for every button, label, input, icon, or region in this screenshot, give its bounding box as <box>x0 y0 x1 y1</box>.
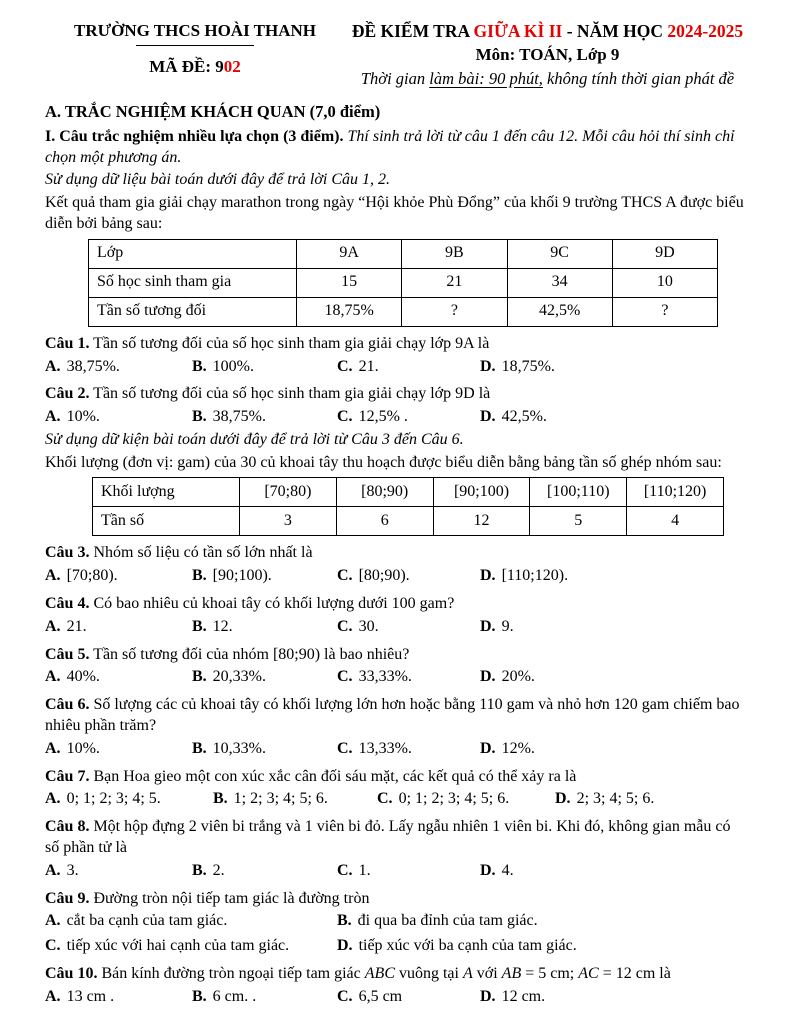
question-1-options <box>45 357 746 378</box>
question-5-option-b: B. 20,33%. <box>192 668 266 686</box>
question-4-number: Câu 4. <box>45 595 90 613</box>
table-cell: 9A <box>297 239 402 268</box>
question-10-option-c: C. 6,5 cm <box>337 987 403 1005</box>
table-cell: [70;80) <box>240 478 337 507</box>
question-6-options <box>45 739 746 760</box>
question-2-option-a: A. 10%. <box>45 408 100 426</box>
question-8-option-c: C. 1. <box>337 861 371 879</box>
question-7 <box>45 767 746 811</box>
header-right-block <box>345 20 746 89</box>
table-cell: 4 <box>627 507 724 536</box>
table-cell: [90;100) <box>433 478 530 507</box>
question-2-options <box>45 407 746 428</box>
table-cell: 9D <box>612 239 717 268</box>
question-8-number: Câu 8. <box>45 818 90 836</box>
question-5-text: Tần số tương đối của nhóm [80;90) là bao nhiêu? <box>89 645 410 663</box>
question-8-option-b: B. 2. <box>192 861 225 879</box>
question-4 <box>45 594 746 638</box>
question-3-text: Nhóm số liệu có tần số lớn nhất là <box>89 544 313 562</box>
table-cell: 6 <box>336 507 433 536</box>
question-6 <box>45 695 746 759</box>
question-5-number: Câu 5. <box>45 645 90 663</box>
table-cell: ? <box>612 297 717 326</box>
question-7-option-b: B. 1; 2; 3; 4; 5; 6. <box>213 790 328 808</box>
table-cell: 5 <box>530 507 627 536</box>
question-10-option-b: B. 6 cm. . <box>192 987 257 1005</box>
table-cell: 9B <box>402 239 507 268</box>
table-row <box>93 478 724 507</box>
question-7-option-a: A. 0; 1; 2; 3; 4; 5. <box>45 790 161 808</box>
question-9-option-a: A. cắt ba cạnh của tam giác. <box>45 912 228 930</box>
question-4-option-c: C. 30. <box>337 617 379 635</box>
question-3-stem <box>45 543 746 564</box>
question-3-options <box>45 566 746 587</box>
question-7-options <box>45 789 746 810</box>
question-2-option-b: B. 38,75%. <box>192 408 266 426</box>
question-8-text: Một hộp đựng 2 viên bi trắng và 1 viên bi đỏ. Lấy ngẫu nhiên 1 viên bi. Khi đó, không gian mẫu có số phần tử là <box>45 818 731 857</box>
question-9-number: Câu 9. <box>45 889 90 907</box>
table-cell: 18,75% <box>297 297 402 326</box>
question-1-option-b: B. 100%. <box>192 357 254 375</box>
question-9-option-d: D. tiếp xúc với ba cạnh của tam giác. <box>337 937 577 955</box>
question-7-option-d: D. 2; 3; 4; 5; 6. <box>555 790 655 808</box>
question-1 <box>45 334 746 378</box>
question-9-options <box>45 911 746 957</box>
exam-header <box>45 20 746 89</box>
question-1-option-d: D. 18,75%. <box>480 357 555 375</box>
question-2-option-c: C. 12,5% . <box>337 408 408 426</box>
data-intro-2: Khối lượng (đơn vị: gam) của 30 củ khoai tây thu hoạch được biểu diễn bằng bảng tần số ghép nhóm sau: <box>45 453 722 471</box>
school-name-underline <box>136 45 254 46</box>
table-row <box>89 268 718 297</box>
question-7-number: Câu 7. <box>45 767 90 785</box>
potato-weight-frequency-table <box>92 477 724 536</box>
exam-title: ĐỀ KIỂM TRA GIỮA KÌ II - NĂM HỌC 2024-2025 <box>351 21 744 41</box>
question-1-stem <box>45 334 746 355</box>
table-cell: Lớp <box>89 239 297 268</box>
table-cell: 34 <box>507 268 612 297</box>
question-7-text: Bạn Hoa gieo một con xúc xắc cân đối sáu mặt, các kết quả có thể xảy ra là <box>89 767 577 785</box>
question-6-option-a: A. 10%. <box>45 739 100 757</box>
data-intro-1: Kết quả tham gia giải chạy marathon trong ngày “Hội khỏe Phù Đổng” của khối 9 trường THCS A được biểu diễn bởi bảng sau: <box>45 194 744 232</box>
table-cell: Tần số <box>93 507 240 536</box>
table-cell: [80;90) <box>336 478 433 507</box>
table-cell: Tần số tương đối <box>89 297 297 326</box>
question-5-option-a: A. 40%. <box>45 668 100 686</box>
question-6-text: Số lượng các củ khoai tây có khối lượng lớn hơn hoặc bằng 110 gam và nhỏ hơn 120 gam chiếm bao nhiêu phần trăm? <box>45 696 740 735</box>
question-10-text: Bán kính đường tròn ngoại tiếp tam giác ABC vuông tại A với AB = 5 cm; AC = 12 cm là <box>97 965 671 983</box>
question-7-stem <box>45 767 746 788</box>
question-9-option-b: B. đi qua ba đỉnh của tam giác. <box>337 912 538 930</box>
exam-subject: Môn: TOÁN, Lớp 9 <box>475 44 620 64</box>
usage-note-2: Sử dụng dữ kiện bài toán dưới đây để trả lời từ Câu 3 đến Câu 6. <box>45 430 464 448</box>
question-10-option-d: D. 12 cm. <box>480 987 546 1005</box>
question-6-option-b: B. 10,33%. <box>192 739 266 757</box>
question-7-option-c: C. 0; 1; 2; 3; 4; 5; 6. <box>377 790 510 808</box>
header-left-block <box>45 20 345 89</box>
question-4-stem <box>45 594 746 615</box>
question-4-option-a: A. 21. <box>45 617 87 635</box>
table-cell: [100;110) <box>530 478 627 507</box>
table-cell: 10 <box>612 268 717 297</box>
question-10-options <box>45 987 746 1008</box>
section-a-heading: A. TRẮC NGHIỆM KHÁCH QUAN (7,0 điểm) <box>45 102 381 122</box>
question-8-option-d: D. 4. <box>480 861 514 879</box>
question-8-options <box>45 861 746 882</box>
question-3-option-a: A. [70;80). <box>45 567 118 585</box>
question-1-number: Câu 1. <box>45 334 90 352</box>
question-8-stem <box>45 817 746 859</box>
table-cell: Số học sinh tham gia <box>89 268 297 297</box>
question-3 <box>45 543 746 587</box>
table-cell: 9C <box>507 239 612 268</box>
table-row <box>89 297 718 326</box>
question-3-option-d: D. [110;120). <box>480 567 569 585</box>
question-3-option-b: B. [90;100). <box>192 567 272 585</box>
table-cell: ? <box>402 297 507 326</box>
question-9 <box>45 889 746 957</box>
question-5-option-d: D. 20%. <box>480 668 535 686</box>
question-9-stem <box>45 889 746 910</box>
question-10-option-a: A. 13 cm . <box>45 987 115 1005</box>
question-10-stem <box>45 964 746 985</box>
table-cell: 15 <box>297 268 402 297</box>
table-cell: 12 <box>433 507 530 536</box>
table-cell: 3 <box>240 507 337 536</box>
school-name: TRƯỜNG THCS HOÀI THANH <box>74 21 316 40</box>
question-2 <box>45 384 746 428</box>
question-4-option-b: B. 12. <box>192 617 233 635</box>
question-1-text: Tần số tương đối của số học sinh tham gia giải chạy lớp 9A là <box>89 334 490 352</box>
question-1-option-a: A. 38,75%. <box>45 357 120 375</box>
exam-time-limit: Thời gian làm bài: 90 phút, không tính thời gian phát đề <box>360 68 735 88</box>
question-2-text: Tần số tương đối của số học sinh tham gia giải chạy lớp 9D là <box>89 385 491 403</box>
question-4-option-d: D. 9. <box>480 617 514 635</box>
question-5-options <box>45 667 746 688</box>
question-2-option-d: D. 42,5%. <box>480 408 547 426</box>
question-8-option-a: A. 3. <box>45 861 79 879</box>
question-9-option-c: C. tiếp xúc với hai cạnh của tam giác. <box>45 937 290 955</box>
question-3-number: Câu 3. <box>45 544 90 562</box>
question-10 <box>45 964 746 1008</box>
question-9-text: Đường tròn nội tiếp tam giác là đường tròn <box>89 889 370 907</box>
question-1-option-c: C. 21. <box>337 357 379 375</box>
table-cell: 42,5% <box>507 297 612 326</box>
usage-note-1: Sử dụng dữ liệu bài toán dưới đây để trả lời Câu 1, 2. <box>45 171 391 189</box>
question-5-option-c: C. 33,33%. <box>337 668 412 686</box>
table-cell: 21 <box>402 268 507 297</box>
question-4-options <box>45 617 746 638</box>
question-8 <box>45 817 746 881</box>
question-5 <box>45 645 746 689</box>
table-row <box>93 507 724 536</box>
question-6-option-d: D. 12%. <box>480 739 535 757</box>
question-6-number: Câu 6. <box>45 696 90 714</box>
table-row <box>89 239 718 268</box>
marathon-frequency-table <box>88 239 718 327</box>
question-2-stem <box>45 384 746 405</box>
table-cell: Khối lượng <box>93 478 240 507</box>
question-6-option-c: C. 13,33%. <box>337 739 412 757</box>
part1-instructions: I. Câu trắc nghiệm nhiều lựa chọn (3 điểm). Thí sinh trả lời từ câu 1 đến câu 12. Mỗi câu hỏi thí sinh chỉ chọn một phương án. <box>45 127 735 166</box>
question-4-text: Có bao nhiêu củ khoai tây có khối lượng dưới 100 gam? <box>89 595 455 613</box>
question-10-number: Câu 10. <box>45 965 98 983</box>
question-2-number: Câu 2. <box>45 385 90 403</box>
question-5-stem <box>45 645 746 666</box>
exam-code: MÃ ĐỀ: 902 <box>149 57 241 77</box>
question-6-stem <box>45 695 746 737</box>
table-cell: [110;120) <box>627 478 724 507</box>
question-3-option-c: C. [80;90). <box>337 567 410 585</box>
